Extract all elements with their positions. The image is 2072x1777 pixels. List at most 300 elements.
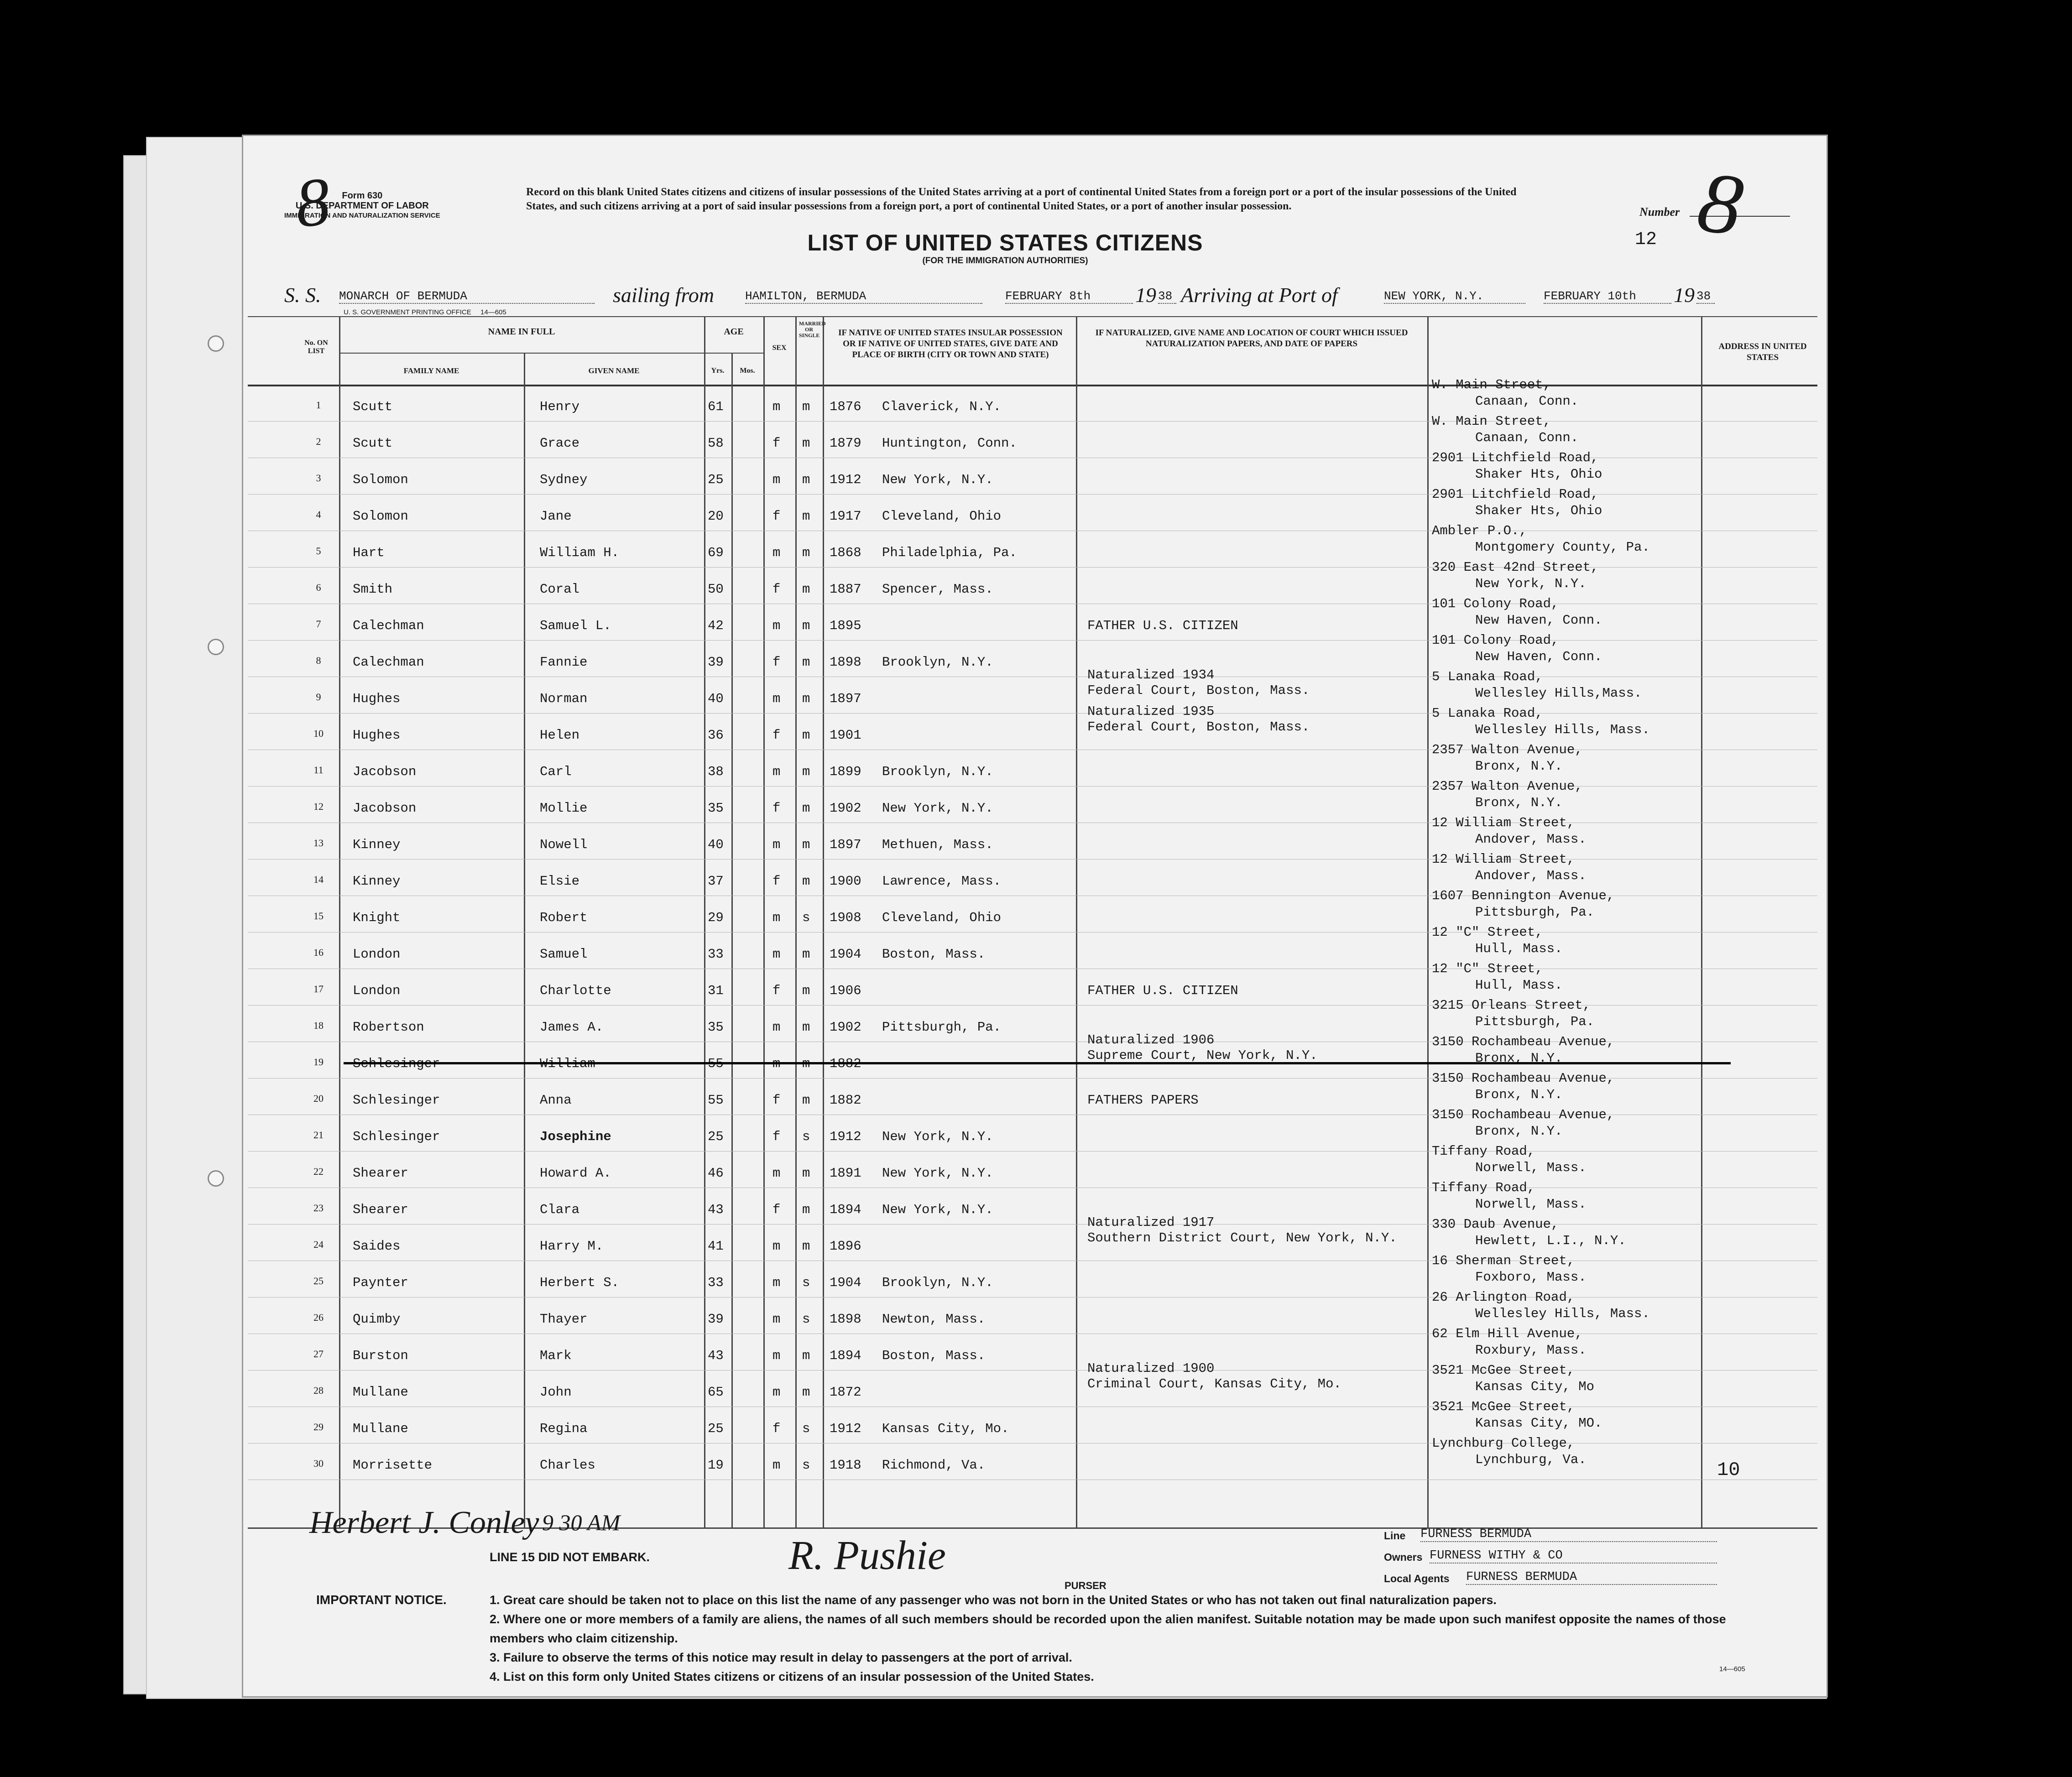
family-name: Solomon bbox=[353, 472, 408, 487]
sex: m bbox=[772, 618, 781, 633]
row-no: 2 bbox=[316, 436, 321, 447]
departure-port: HAMILTON, BERMUDA bbox=[745, 289, 982, 304]
age-years: 43 bbox=[708, 1202, 724, 1217]
sex: f bbox=[772, 436, 781, 451]
sex: m bbox=[772, 1020, 781, 1035]
table-row bbox=[248, 1436, 1817, 1480]
form-number: Form 630 bbox=[342, 191, 383, 201]
number-handwritten: 8 bbox=[1692, 153, 1749, 255]
marital-status: s bbox=[802, 1129, 810, 1144]
given-name: Samuel L. bbox=[540, 618, 611, 633]
header-name-in-full: NAME IN FULL bbox=[488, 327, 555, 337]
department-name: U.S. DEPARTMENT OF LABOR bbox=[295, 201, 429, 211]
address-line-2: New York, N.Y. bbox=[1475, 576, 1587, 591]
age-years: 69 bbox=[708, 545, 724, 560]
address-line-1: 3215 Orleans Street, bbox=[1432, 998, 1591, 1013]
family-name: Hughes bbox=[353, 728, 401, 743]
header-family-name: FAMILY NAME bbox=[403, 366, 459, 375]
given-name: Sydney bbox=[540, 472, 588, 487]
table-row bbox=[248, 1107, 1817, 1151]
row-no: 17 bbox=[313, 983, 324, 995]
manifest-sheet bbox=[242, 135, 1828, 1698]
form-code: 14—605 bbox=[1719, 1665, 1745, 1673]
row-no: 4 bbox=[316, 509, 321, 520]
birth-place: Huntington, Conn. bbox=[882, 436, 1017, 451]
arrival-port: NEW YORK, N.Y. bbox=[1384, 289, 1525, 304]
naturalization-line-2: Southern District Court, New York, N.Y. bbox=[1087, 1230, 1397, 1245]
age-years: 33 bbox=[708, 1275, 724, 1290]
sex: m bbox=[772, 472, 781, 487]
marital-status: m bbox=[802, 1093, 810, 1108]
row-no: 11 bbox=[313, 764, 324, 776]
marital-status: m bbox=[802, 947, 810, 962]
birth-year: 1904 bbox=[830, 1275, 861, 1290]
marital-status: s bbox=[802, 1458, 810, 1473]
given-name: Carl bbox=[540, 764, 572, 779]
marital-status: m bbox=[802, 801, 810, 816]
table-row bbox=[248, 925, 1817, 969]
sex: m bbox=[772, 1056, 781, 1071]
sex: m bbox=[772, 399, 781, 414]
table-row bbox=[248, 596, 1817, 640]
birth-year: 1912 bbox=[830, 472, 861, 487]
age-years: 42 bbox=[708, 618, 724, 633]
notice-item: 3. Failure to observe the terms of this notice may result in delay to passengers at the port of arrival. bbox=[490, 1651, 1072, 1664]
agents-value: FURNESS BERMUDA bbox=[1466, 1570, 1717, 1585]
row-no: 26 bbox=[313, 1312, 324, 1323]
naturalization-line-2: Supreme Court, New York, N.Y. bbox=[1087, 1048, 1318, 1063]
table-row bbox=[248, 487, 1817, 531]
table-row bbox=[248, 779, 1817, 823]
family-name: Schlesinger bbox=[353, 1056, 440, 1071]
printing-office-code: 14—605 bbox=[480, 308, 506, 316]
owners-value: FURNESS WITHY & CO bbox=[1430, 1549, 1717, 1563]
row-no: 30 bbox=[313, 1458, 324, 1469]
row-no: 14 bbox=[313, 874, 324, 885]
given-name: Grace bbox=[540, 436, 580, 451]
given-name: Robert bbox=[540, 910, 588, 925]
birth-year: 1902 bbox=[830, 1020, 861, 1035]
naturalization-line-1: FATHER U.S. CITIZEN bbox=[1087, 983, 1238, 998]
row-no: 20 bbox=[313, 1093, 324, 1104]
birth-place: New York, N.Y. bbox=[882, 472, 993, 487]
age-years: 55 bbox=[708, 1056, 724, 1071]
notice-item: 4. List on this form only United States citizens or citizens of an insular possession of the United States. bbox=[490, 1670, 1094, 1683]
family-name: Schlesinger bbox=[353, 1129, 440, 1144]
row-no: 5 bbox=[316, 545, 321, 557]
address-line-2: Wellesley Hills, Mass. bbox=[1475, 722, 1650, 737]
birth-place: Cleveland, Ohio bbox=[882, 910, 1002, 925]
birth-place: Boston, Mass. bbox=[882, 1348, 986, 1363]
purser-label: PURSER bbox=[1065, 1580, 1106, 1591]
address-line-2: Bronx, N.Y. bbox=[1475, 1087, 1563, 1102]
age-years: 25 bbox=[708, 472, 724, 487]
address-line-2: Canaan, Conn. bbox=[1475, 394, 1579, 409]
sex: f bbox=[772, 582, 781, 597]
row-no: 19 bbox=[313, 1056, 324, 1068]
family-name: Scutt bbox=[353, 399, 393, 414]
form-subtitle: (FOR THE IMMIGRATION AUTHORITIES) bbox=[922, 256, 1088, 266]
birth-place: Richmond, Va. bbox=[882, 1458, 986, 1473]
given-name: Mark bbox=[540, 1348, 572, 1363]
address-line-2: Foxboro, Mass. bbox=[1475, 1270, 1587, 1285]
sex: m bbox=[772, 837, 781, 852]
birth-place: New York, N.Y. bbox=[882, 1202, 993, 1217]
sex: f bbox=[772, 874, 781, 889]
address-line-1: 16 Sherman Street, bbox=[1432, 1253, 1575, 1268]
address-line-2: Norwell, Mass. bbox=[1475, 1197, 1587, 1212]
age-years: 33 bbox=[708, 947, 724, 962]
address-line-2: Bronx, N.Y. bbox=[1475, 1124, 1563, 1139]
given-name: Charles bbox=[540, 1458, 595, 1473]
number-label: Number bbox=[1639, 205, 1680, 219]
family-name: Solomon bbox=[353, 509, 408, 524]
age-years: 25 bbox=[708, 1129, 724, 1144]
marital-status: m bbox=[802, 509, 810, 524]
sex: f bbox=[772, 509, 781, 524]
family-name: Calechman bbox=[353, 655, 424, 670]
birth-place: Boston, Mass. bbox=[882, 947, 986, 962]
birth-place: Kansas City, Mo. bbox=[882, 1421, 1009, 1436]
sex: m bbox=[772, 1239, 781, 1254]
given-name: Anna bbox=[540, 1093, 572, 1108]
row-no: 25 bbox=[313, 1275, 324, 1287]
row-no: 18 bbox=[313, 1020, 324, 1031]
age-years: 43 bbox=[708, 1348, 724, 1363]
marital-status: m bbox=[802, 582, 810, 597]
address-line-1: 2357 Walton Avenue, bbox=[1432, 779, 1583, 794]
marital-status: m bbox=[802, 655, 810, 670]
punch-hole bbox=[208, 335, 224, 352]
birth-year: 1912 bbox=[830, 1421, 861, 1436]
given-name: Elsie bbox=[540, 874, 580, 889]
family-name: Kinney bbox=[353, 837, 401, 852]
address-line-1: 1607 Bennington Avenue, bbox=[1432, 888, 1615, 903]
address-line-1: 3150 Rochambeau Avenue, bbox=[1432, 1071, 1615, 1086]
marital-status: m bbox=[802, 1202, 810, 1217]
family-name: London bbox=[353, 983, 401, 998]
row-no: 13 bbox=[313, 837, 324, 849]
address-line-1: 5 Lanaka Road, bbox=[1432, 669, 1543, 684]
time-note: 9 30 AM bbox=[542, 1510, 621, 1535]
address-line-1: 12 "C" Street, bbox=[1432, 925, 1543, 940]
family-name: Mullane bbox=[353, 1385, 408, 1400]
punch-hole bbox=[208, 639, 224, 655]
birth-place: Brooklyn, N.Y. bbox=[882, 655, 993, 670]
family-name: Kinney bbox=[353, 874, 401, 889]
address-line-2: Bronx, N.Y. bbox=[1475, 1051, 1563, 1066]
birth-year: 1876 bbox=[830, 399, 861, 414]
address-line-2: Norwell, Mass. bbox=[1475, 1160, 1587, 1175]
address-line-2: Hewlett, L.I., N.Y. bbox=[1475, 1233, 1626, 1248]
birth-place: Lawrence, Mass. bbox=[882, 874, 1002, 889]
birth-year: 1894 bbox=[830, 1202, 861, 1217]
sailing-label: sailing from bbox=[613, 283, 714, 307]
address-line-1: 330 Daub Avenue, bbox=[1432, 1217, 1559, 1232]
address-line-2: Kansas City, Mo bbox=[1475, 1379, 1595, 1394]
given-name: Josephine bbox=[540, 1129, 611, 1144]
table-row bbox=[248, 888, 1817, 932]
sex: m bbox=[772, 1275, 781, 1290]
naturalization-line-1: FATHER U.S. CITIZEN bbox=[1087, 618, 1238, 633]
address-line-2: Hull, Mass. bbox=[1475, 978, 1563, 993]
given-name: Helen bbox=[540, 728, 580, 743]
row-no: 24 bbox=[313, 1239, 324, 1250]
address-line-2: Andover, Mass. bbox=[1475, 832, 1587, 847]
address-line-1: Tiffany Road, bbox=[1432, 1180, 1535, 1195]
birth-year: 1904 bbox=[830, 947, 861, 962]
marital-status: s bbox=[802, 1275, 810, 1290]
marital-status: m bbox=[802, 618, 810, 633]
given-name: William bbox=[540, 1056, 595, 1071]
age-years: 40 bbox=[708, 691, 724, 706]
address-line-1: Lynchburg College, bbox=[1432, 1436, 1575, 1451]
marital-status: m bbox=[802, 545, 810, 560]
marital-status: m bbox=[802, 691, 810, 706]
row-no: 27 bbox=[313, 1348, 324, 1360]
given-name: Clara bbox=[540, 1202, 580, 1217]
row-no: 28 bbox=[313, 1385, 324, 1396]
given-name: Henry bbox=[540, 399, 580, 414]
address-line-1: 3150 Rochambeau Avenue, bbox=[1432, 1107, 1615, 1122]
address-line-1: W. Main Street, bbox=[1432, 414, 1551, 429]
header-yrs: Yrs. bbox=[711, 367, 725, 375]
header-given-name: GIVEN NAME bbox=[588, 366, 640, 375]
given-name: Fannie bbox=[540, 655, 588, 670]
table-row bbox=[248, 1326, 1817, 1370]
marital-status: m bbox=[802, 1166, 810, 1181]
naturalization-line-1: Naturalized 1906 bbox=[1087, 1032, 1215, 1047]
naturalization-line-2: Federal Court, Boston, Mass. bbox=[1087, 719, 1310, 735]
birth-year: 1896 bbox=[830, 1239, 861, 1254]
naturalization-line-1: Naturalized 1934 bbox=[1087, 667, 1215, 683]
header-age: AGE bbox=[724, 327, 744, 337]
row-no: 22 bbox=[313, 1166, 324, 1177]
birth-year: 1898 bbox=[830, 655, 861, 670]
age-years: 39 bbox=[708, 1312, 724, 1327]
family-name: Jacobson bbox=[353, 764, 417, 779]
birth-year: 1872 bbox=[830, 1385, 861, 1400]
marital-status: m bbox=[802, 1348, 810, 1363]
address-line-2: Montgomery County, Pa. bbox=[1475, 540, 1650, 555]
header-no: No. ON LIST bbox=[304, 339, 328, 355]
birth-place: Cleveland, Ohio bbox=[882, 509, 1002, 524]
header-address: ADDRESS IN UNITED STATES bbox=[1718, 342, 1807, 362]
family-name: Smith bbox=[353, 582, 393, 597]
family-name: Morrisette bbox=[353, 1458, 433, 1473]
birth-year: 1902 bbox=[830, 801, 861, 816]
row-no: 21 bbox=[313, 1129, 324, 1141]
birth-place: Brooklyn, N.Y. bbox=[882, 764, 993, 779]
agents-label: Local Agents bbox=[1384, 1573, 1450, 1584]
birth-year: 1882 bbox=[830, 1093, 861, 1108]
sex: f bbox=[772, 1129, 781, 1144]
sex: f bbox=[772, 1093, 781, 1108]
birth-place: Philadelphia, Pa. bbox=[882, 545, 1017, 560]
birth-place: New York, N.Y. bbox=[882, 801, 993, 816]
row-no: 9 bbox=[316, 691, 321, 703]
owners-label: Owners bbox=[1384, 1551, 1423, 1563]
given-name: Coral bbox=[540, 582, 580, 597]
family-name: Robertson bbox=[353, 1020, 424, 1035]
birth-year: 1918 bbox=[830, 1458, 861, 1473]
address-line-2: Shaker Hts, Ohio bbox=[1475, 467, 1602, 482]
marital-status: m bbox=[802, 728, 810, 743]
sex: f bbox=[772, 983, 781, 998]
header-mos: Mos. bbox=[740, 367, 755, 375]
sex: f bbox=[772, 655, 781, 670]
naturalization-line-1: FATHERS PAPERS bbox=[1087, 1093, 1199, 1108]
table-row bbox=[248, 1253, 1817, 1297]
age-years: 61 bbox=[708, 399, 724, 414]
row-no: 15 bbox=[313, 910, 324, 922]
address-line-1: 26 Arlington Road, bbox=[1432, 1290, 1575, 1305]
sex: m bbox=[772, 1348, 781, 1363]
address-line-1: 62 Elm Hill Avenue, bbox=[1432, 1326, 1583, 1341]
family-name: Hart bbox=[353, 545, 385, 560]
notice-item: 1. Great care should be taken not to place on this list the name of any passenger who was not born in the United States or who has not taken out final naturalization papers. bbox=[490, 1593, 1497, 1607]
address-line-2: New Haven, Conn. bbox=[1475, 613, 1602, 628]
family-name: Schlesinger bbox=[353, 1093, 440, 1108]
punch-hole bbox=[208, 1170, 224, 1187]
header-sex: SEX bbox=[772, 344, 787, 352]
ship-name: MONARCH OF BERMUDA bbox=[339, 289, 595, 304]
given-name: William H. bbox=[540, 545, 620, 560]
family-name: Knight bbox=[353, 910, 401, 925]
table-row bbox=[248, 667, 1817, 713]
marital-status: m bbox=[802, 764, 810, 779]
address-line-1: 3521 McGee Street, bbox=[1432, 1363, 1575, 1378]
address-line-2: Bronx, N.Y. bbox=[1475, 759, 1563, 774]
address-line-2: Wellesley Hills, Mass. bbox=[1475, 1306, 1650, 1321]
address-line-2: Bronx, N.Y. bbox=[1475, 795, 1563, 810]
row-no: 23 bbox=[313, 1202, 324, 1214]
address-line-1: 5 Lanaka Road, bbox=[1432, 706, 1543, 721]
age-years: 39 bbox=[708, 655, 724, 670]
address-line-1: Tiffany Road, bbox=[1432, 1144, 1535, 1159]
naturalization-line-1: Naturalized 1917 bbox=[1087, 1215, 1215, 1230]
table-row bbox=[248, 1399, 1817, 1443]
birth-place: Methuen, Mass. bbox=[882, 837, 993, 852]
family-name: London bbox=[353, 947, 401, 962]
age-years: 40 bbox=[708, 837, 724, 852]
birth-place: Pittsburgh, Pa. bbox=[882, 1020, 1002, 1035]
table-row bbox=[248, 815, 1817, 859]
given-name: Charlotte bbox=[540, 983, 611, 998]
age-years: 37 bbox=[708, 874, 724, 889]
birth-place: Brooklyn, N.Y. bbox=[882, 1275, 993, 1290]
birth-year: 1897 bbox=[830, 691, 861, 706]
address-line-1: 101 Colony Road, bbox=[1432, 596, 1559, 611]
sex: m bbox=[772, 1312, 781, 1327]
sex: m bbox=[772, 1166, 781, 1181]
marital-status: m bbox=[802, 472, 810, 487]
address-line-1: 3521 McGee Street, bbox=[1432, 1399, 1575, 1414]
birth-year: 1898 bbox=[830, 1312, 861, 1327]
naturalization-line-1: Naturalized 1900 bbox=[1087, 1361, 1215, 1376]
birth-year: 1891 bbox=[830, 1166, 861, 1181]
birth-place: Newton, Mass. bbox=[882, 1312, 986, 1327]
sex: f bbox=[772, 1421, 781, 1436]
marital-status: m bbox=[802, 436, 810, 451]
address-line-2: New Haven, Conn. bbox=[1475, 649, 1602, 664]
birth-year: 1868 bbox=[830, 545, 861, 560]
birth-year: 1879 bbox=[830, 436, 861, 451]
given-name: Howard A. bbox=[540, 1166, 611, 1181]
departure-year: 38 bbox=[1158, 289, 1176, 304]
inspector-signature: Herbert J. Conley bbox=[309, 1505, 539, 1540]
birth-place: New York, N.Y. bbox=[882, 1166, 993, 1181]
address-line-1: 101 Colony Road, bbox=[1432, 633, 1559, 648]
birth-year: 1900 bbox=[830, 874, 861, 889]
address-line-1: 12 William Street, bbox=[1432, 815, 1575, 830]
address-line-2: Andover, Mass. bbox=[1475, 868, 1587, 883]
age-years: 19 bbox=[708, 1458, 724, 1473]
given-name: James A. bbox=[540, 1020, 604, 1035]
marital-status: m bbox=[802, 399, 810, 414]
departure-year-prefix: 19 bbox=[1135, 283, 1156, 307]
birth-year: 1899 bbox=[830, 764, 861, 779]
birth-year: 1901 bbox=[830, 728, 861, 743]
family-name: Shearer bbox=[353, 1202, 408, 1217]
age-years: 36 bbox=[708, 728, 724, 743]
table-row bbox=[248, 1361, 1817, 1407]
row-no: 7 bbox=[316, 618, 321, 630]
age-years: 31 bbox=[708, 983, 724, 998]
address-line-1: 2357 Walton Avenue, bbox=[1432, 742, 1583, 757]
age-years: 41 bbox=[708, 1239, 724, 1254]
address-line-1: 320 East 42nd Street, bbox=[1432, 560, 1599, 575]
given-name: Herbert S. bbox=[540, 1275, 620, 1290]
row-no: 8 bbox=[316, 655, 321, 666]
family-name: Mullane bbox=[353, 1421, 408, 1436]
address-line-2: Pittsburgh, Pa. bbox=[1475, 1014, 1595, 1029]
marital-status: m bbox=[802, 983, 810, 998]
given-name: Jane bbox=[540, 509, 572, 524]
table-row bbox=[248, 560, 1817, 604]
table-row bbox=[248, 633, 1817, 677]
sex: m bbox=[772, 1385, 781, 1400]
address-line-1: 2901 Litchfield Road, bbox=[1432, 487, 1599, 502]
age-years: 46 bbox=[708, 1166, 724, 1181]
naturalization-line-2: Criminal Court, Kansas City, Mo. bbox=[1087, 1376, 1341, 1391]
birth-place: Claverick, N.Y. bbox=[882, 399, 1002, 414]
row-no: 3 bbox=[316, 472, 321, 484]
table-row bbox=[248, 1144, 1817, 1188]
given-name: John bbox=[540, 1385, 572, 1400]
ss-label: S. S. bbox=[284, 283, 321, 307]
header-naturalized: IF NATURALIZED, GIVE NAME AND LOCATION OF COURT WHICH ISSUED NATURALIZATION PAPERS, AND DATE OF PAPERS bbox=[1095, 328, 1408, 349]
birth-year: 1882 bbox=[830, 1056, 861, 1071]
address-line-2: Wellesley Hills,Mass. bbox=[1475, 686, 1642, 701]
given-name: Samuel bbox=[540, 947, 588, 962]
address-line-2: Kansas City, MO. bbox=[1475, 1416, 1602, 1431]
number-typed: 12 bbox=[1635, 229, 1657, 250]
page-handwritten-number: 8 bbox=[292, 163, 334, 242]
marital-status: m bbox=[802, 874, 810, 889]
marital-status: m bbox=[802, 1056, 810, 1071]
sex: m bbox=[772, 764, 781, 779]
name-age-subrule bbox=[339, 353, 763, 354]
age-years: 29 bbox=[708, 910, 724, 925]
address-line-1: 3150 Rochambeau Avenue, bbox=[1432, 1034, 1615, 1049]
family-name: Scutt bbox=[353, 436, 393, 451]
sex: f bbox=[772, 1202, 781, 1217]
family-name: Paynter bbox=[353, 1275, 408, 1290]
address-line-2: Shaker Hts, Ohio bbox=[1475, 503, 1602, 518]
address-line-1: Ambler P.O., bbox=[1432, 523, 1527, 538]
given-name: Norman bbox=[540, 691, 588, 706]
